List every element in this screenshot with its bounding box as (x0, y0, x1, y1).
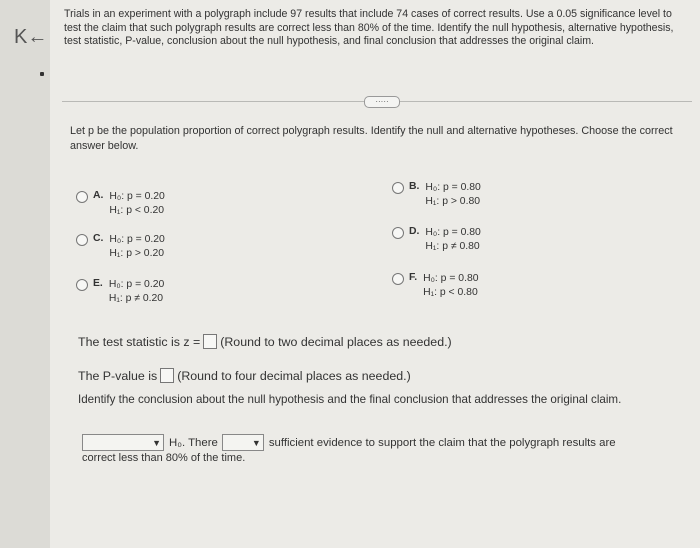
option-f-h0: H₀: p = 0.80 (423, 273, 479, 284)
p-value-hint: (Round to four decimal places as needed.) (177, 368, 411, 383)
expand-button[interactable]: ····· (364, 96, 400, 108)
option-c-h0: H₀: p = 0.20 (109, 234, 165, 245)
option-b[interactable] (392, 181, 481, 209)
option-d-letter: D. (409, 226, 420, 237)
option-f[interactable] (392, 272, 479, 300)
option-e-letter: E. (93, 278, 103, 289)
test-statistic-hint: (Round to two decimal places as needed.) (220, 334, 452, 349)
conclusion-row (82, 434, 616, 451)
option-a[interactable] (76, 190, 165, 218)
option-e-h1: H₁: p ≠ 0.20 (108, 293, 164, 304)
option-f-h1: H₁: p < 0.80 (423, 287, 478, 298)
radio-b[interactable] (392, 182, 404, 194)
p-value-input[interactable] (160, 368, 174, 383)
p-value-row (78, 368, 411, 383)
option-c-h1: H₁: p > 0.20 (109, 248, 165, 259)
radio-e[interactable] (76, 279, 88, 291)
option-b-h0: H₀: p = 0.80 (425, 182, 481, 193)
conclusion-prompt: Identify the conclusion about the null hypothesis and the final conclusion that addresses the original claim. (78, 393, 622, 406)
h0-decision-dropdown[interactable] (82, 434, 164, 451)
back-arrow-icon[interactable]: K← (14, 26, 48, 48)
option-a-letter: A. (93, 190, 104, 201)
option-b-h1: H₁: p > 0.80 (425, 196, 481, 207)
option-d-h1: H₁: p ≠ 0.80 (425, 241, 480, 252)
p-value-label: The P-value is (78, 368, 158, 383)
rail-marker-icon (40, 72, 44, 76)
radio-f[interactable] (392, 273, 404, 285)
option-a-h1: H₁: p < 0.20 (109, 205, 165, 216)
option-e[interactable] (76, 278, 164, 306)
test-statistic-row (78, 334, 452, 349)
chevron-down-icon: ▼ (251, 437, 261, 448)
option-a-h0: H₀: p = 0.20 (109, 191, 165, 202)
chevron-down-icon: ▼ (152, 437, 161, 448)
option-d[interactable] (392, 226, 481, 254)
conclusion-tail-text: correct less than 80% of the time. (82, 452, 246, 464)
option-c-letter: C. (93, 233, 104, 244)
test-statistic-input[interactable] (203, 334, 217, 349)
option-b-letter: B. (409, 181, 420, 192)
conclusion-mid-text: sufficient evidence to support the claim that the polygraph results are (268, 436, 616, 449)
option-f-letter: F. (409, 272, 418, 283)
question-text: Trials in an experiment with a polygraph include 97 results that include 74 cases of correct results. Use a 0.05 significance level to test the claim that such polygraph results are correct less than 80% of the time. Identify the null hypothesis, alternative hypothesis, test statistic, P-value, conclusion about the null hypothesis, and final conclusion that addresses the original claim. (64, 8, 674, 48)
instruction-text: Let p be the population proportion of correct polygraph results. Identify the null and alternative hypotheses. Choose the correct answer below. (70, 125, 673, 152)
option-d-h0: H₀: p = 0.80 (425, 227, 481, 238)
h0-label: H₀. There (169, 436, 218, 449)
option-e-h0: H₀: p = 0.20 (108, 279, 165, 290)
test-statistic-label: The test statistic is z = (78, 334, 201, 349)
option-c[interactable] (76, 233, 165, 261)
evidence-dropdown[interactable] (222, 434, 264, 451)
radio-a[interactable] (76, 191, 88, 203)
radio-d[interactable] (392, 227, 404, 239)
radio-c[interactable] (76, 234, 88, 246)
left-rail (0, 0, 50, 548)
question-panel (50, 0, 700, 548)
